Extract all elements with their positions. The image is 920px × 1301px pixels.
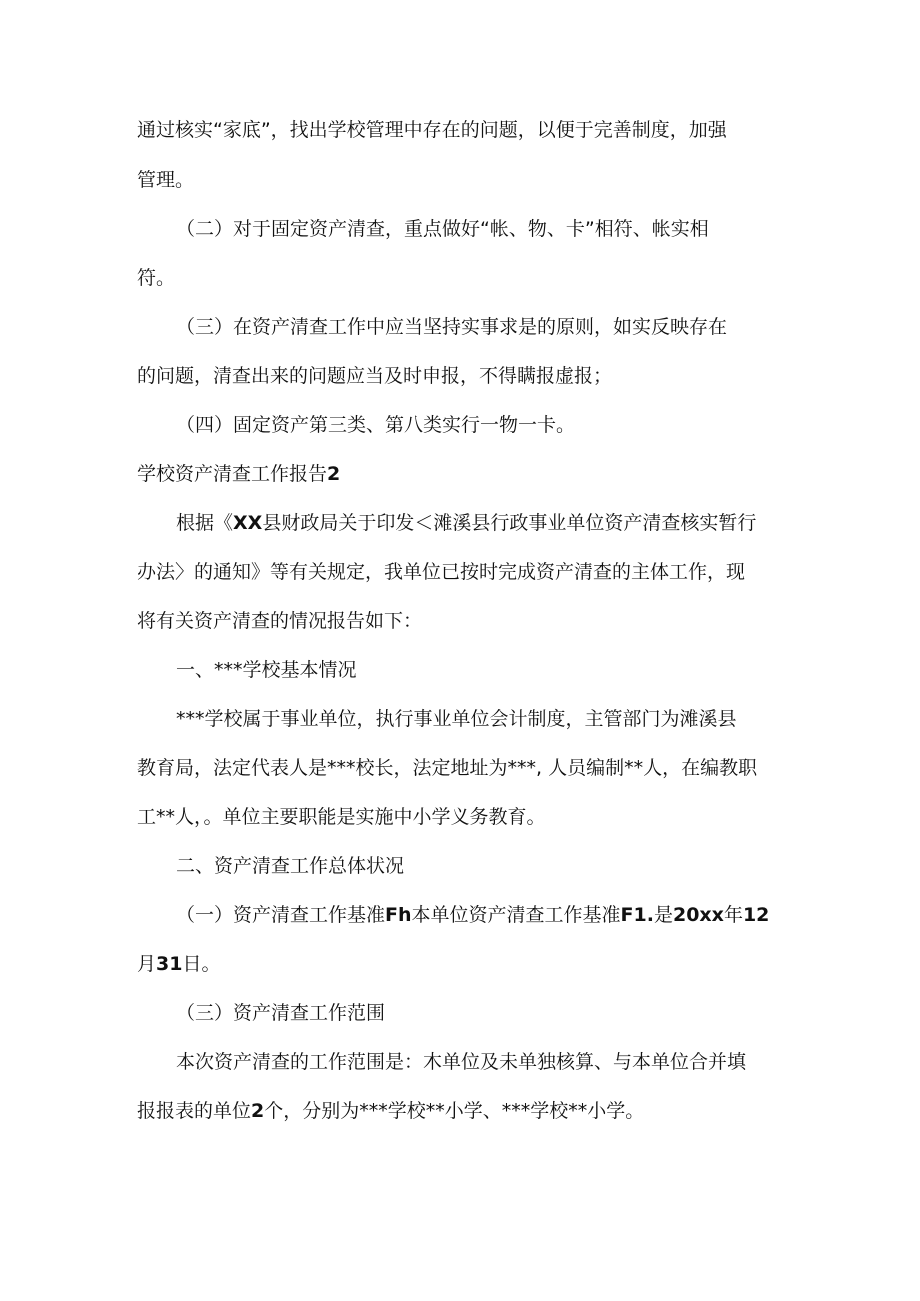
text-span: 县财政局关于印发＜滩溪县行政事业单位资产清查核实暂行 — [262, 512, 757, 534]
text-span: 根据《 — [176, 512, 234, 534]
text-span-bold: 12 — [742, 904, 770, 926]
text-line: 管理。 — [137, 169, 195, 191]
paragraph-line — [176, 851, 404, 881]
paragraph-line — [176, 655, 357, 685]
text-span: 本单位资产清查工作基准 — [411, 904, 621, 926]
text-span-bold: 31 — [156, 953, 183, 975]
text-span-bold: 2 — [251, 1100, 265, 1122]
paragraph-line — [137, 263, 175, 293]
text-line: （四）固定资产第三类、第八类实行一物一卡。 — [176, 414, 576, 436]
text-span-bold: Fh — [385, 904, 412, 926]
paragraph-line — [176, 704, 737, 734]
text-line: 一、***学校基本情况 — [176, 659, 357, 681]
text-line: 工**人，。单位主要职能是实施中小学义务教育。 — [137, 806, 546, 828]
paragraph-line — [137, 949, 220, 979]
text-span: 月 — [137, 953, 157, 975]
text-line: 通过核实“家底”，找出学校管理中存在的问题，以便于完善制度，加强 — [137, 119, 727, 141]
text-span: 个，分别为***学校**小学、***学校**小学。 — [264, 1100, 645, 1122]
text-line: 二、资产清查工作总体状况 — [176, 855, 405, 877]
text-span: 日。 — [182, 953, 221, 975]
text-span-bold: XX — [233, 512, 263, 534]
paragraph-line — [137, 557, 745, 587]
text-span-bold: F1. — [620, 904, 654, 926]
text-span-bold: 20xx — [672, 904, 724, 926]
paragraph-line — [176, 410, 575, 440]
text-line: （三）在资产清查工作中应当坚持实事求是的原则，如实反映存在 — [176, 316, 728, 338]
heading-text: 学校资产清查工作报告 — [137, 463, 328, 485]
section-heading — [137, 459, 340, 489]
text-line: 教育局，法定代表人是***校长，法定地址为***, 人员编制**人，在编教职 — [137, 757, 758, 779]
paragraph-line — [137, 802, 546, 832]
text-line: 符。 — [137, 267, 176, 289]
paragraph-line — [176, 214, 709, 244]
paragraph-line — [137, 115, 727, 145]
paragraph-line — [137, 361, 612, 391]
text-line: 办法〉的通知》等有关规定，我单位已按时完成资产清查的主体工作，现 — [137, 561, 746, 583]
paragraph-line — [137, 753, 757, 783]
text-span: 年 — [723, 904, 743, 926]
text-span: 报报表的单位 — [137, 1100, 252, 1122]
paragraph-line — [176, 900, 769, 930]
paragraph-line — [176, 312, 727, 342]
text-line: 本次资产清查的工作范围是：木单位及未单独核算、与本单位合并填 — [176, 1051, 747, 1073]
text-span: 是 — [653, 904, 673, 926]
text-span: （一）资产清查工作基准 — [176, 904, 386, 926]
heading-number: 2 — [327, 463, 341, 485]
paragraph-line — [137, 1096, 644, 1126]
paragraph-line — [176, 1047, 746, 1077]
text-line: 将有关资产清查的情况报告如下： — [137, 610, 423, 632]
paragraph-line — [137, 165, 194, 195]
paragraph-line — [137, 606, 422, 636]
text-line: （二）对于固定资产清查，重点做好“帐、物、卡”相符、帐实相 — [176, 218, 709, 240]
text-line: 的问题，清查出来的问题应当及时申报，不得瞒报虚报； — [137, 365, 613, 387]
paragraph-line — [176, 998, 385, 1028]
text-line: ***学校属于事业单位，执行事业单位会计制度，主管部门为滩溪县 — [176, 708, 737, 730]
text-line: （三）资产清查工作范围 — [176, 1002, 386, 1024]
paragraph-line — [176, 508, 756, 538]
